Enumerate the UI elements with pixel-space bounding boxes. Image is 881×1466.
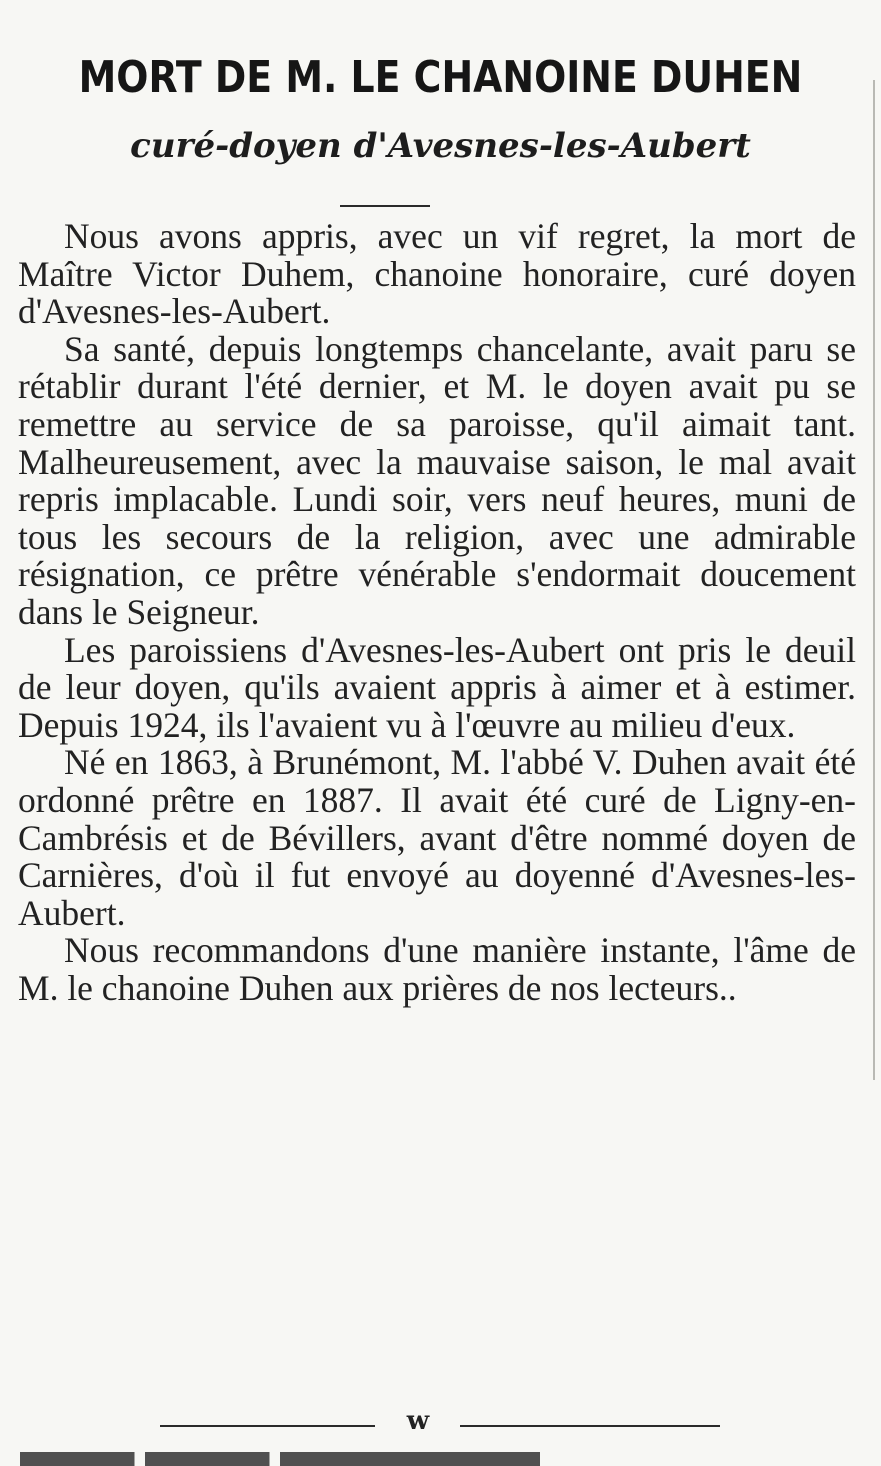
end-rule-left	[160, 1425, 375, 1427]
article-headline: MORT DE M. LE CHANOINE DUHEN	[78, 52, 803, 103]
paragraph-3: Les paroissiens d'Avesnes-les-Aubert ont pris le deuil de leur doyen, qu'ils avaient appris à aimer et à estimer. Depuis 1924, ils l'avaient vu à l'œuvre au milieu d'eux.	[18, 629, 856, 745]
paragraph-1: Nous avons appris, avec un vif regret, la mort de Maître Victor Duhem, chanoine honoraire, curé doyen d'Avesnes-les-Aubert.	[18, 216, 856, 332]
end-ornament: w	[406, 1406, 430, 1436]
article-body	[18, 218, 856, 1007]
next-article-headline-fragment	[20, 1452, 540, 1466]
article-subheadline: curé-doyen d'Avesnes-les-Aubert	[130, 126, 751, 166]
paragraph-2: Sa santé, depuis longtemps chancelante, avait paru se rétablir durant l'été dernier, et M. le doyen avait pu se remettre au service de sa paroisse, qu'il aimait tant. Malheureusement, avec la mauvaise saison, le mal avait repris implacable. Lundi soir, vers neuf heures, muni de tous les secours de la religion, avec une admirable résignation, ce prêtre vénérable s'endormait doucement dans le Seigneur.	[18, 328, 856, 632]
end-rule-right	[460, 1425, 720, 1427]
column-rule	[873, 80, 875, 1080]
end-divider	[160, 1406, 720, 1436]
paragraph-4: Né en 1863, à Brunémont, M. l'abbé V. Duhen avait été ordonné prêtre en 1887. Il avait été curé de Ligny-en-Cambrésis et de Bévillers, avant d'être nommé doyen de Carnières, d'où il fut envoyé au doyenné d'Avesnes-les-Aubert.	[18, 742, 856, 933]
title-divider	[340, 205, 430, 207]
paragraph-5: Nous recommandons d'une manière instante, l'âme de M. le chanoine Duhen aux prières de nos lecteurs..	[18, 930, 856, 1008]
